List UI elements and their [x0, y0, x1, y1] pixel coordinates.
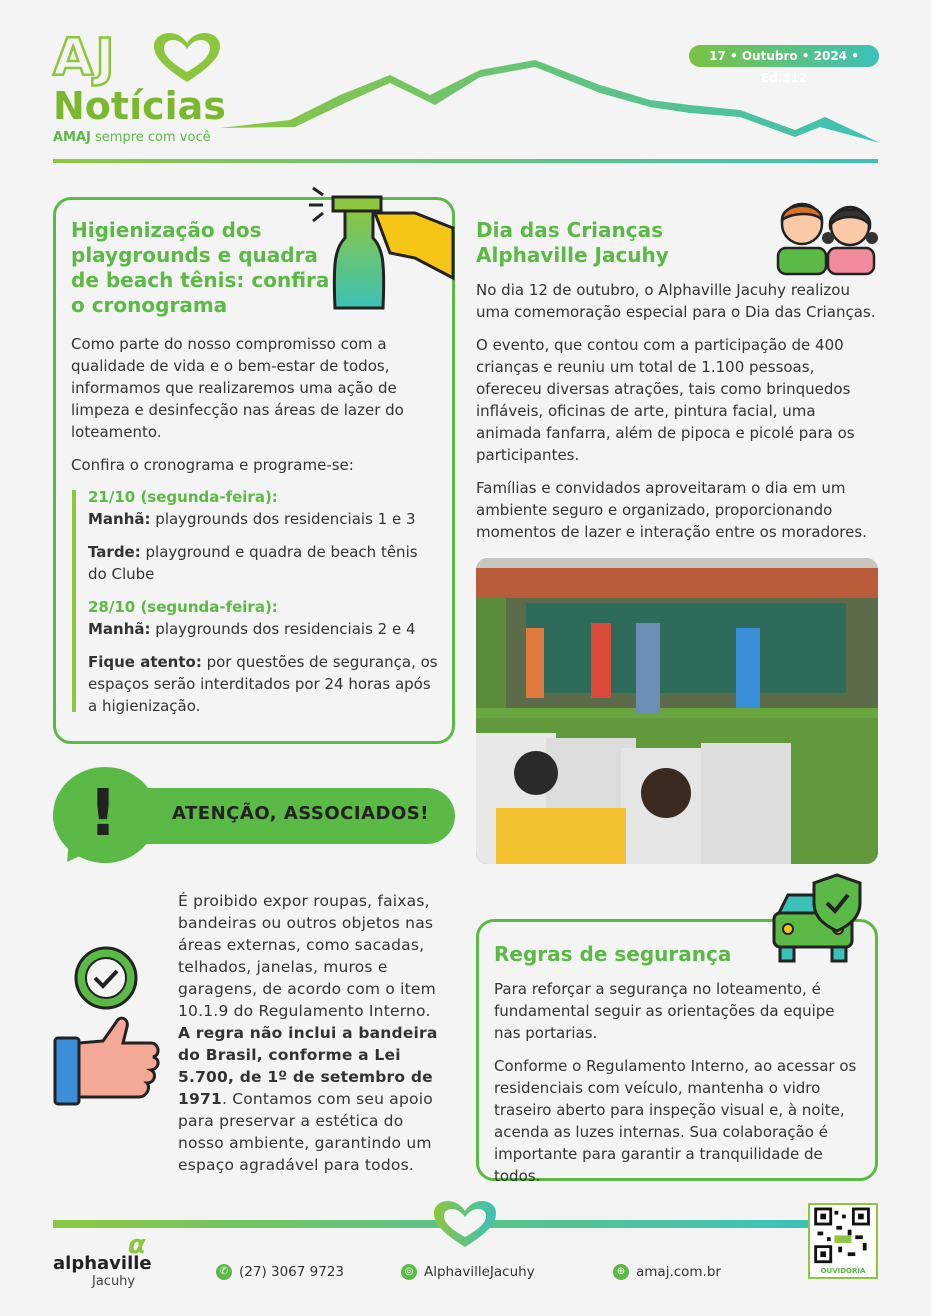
kids-day-text — [476, 279, 876, 543]
kids-paragraph-1: No dia 12 de outubro, o Alphaville Jacuhy realizou uma comemoração especial para o Dia das Crianças. — [476, 281, 876, 321]
brand-name: alphaville — [53, 1253, 152, 1274]
instagram-icon: ◎ — [401, 1264, 417, 1280]
security-paragraph-2: Conforme o Regulamento Interno, ao acessar os residenciais com veículo, mantenha o vidro traseiro aberto para inspeção visual e, à noite, acenda as luzes internas. Sua colaboração é importante para garantir a tranquilidade de todos. — [494, 1057, 857, 1185]
attention-title: ATENÇÃO, ASSOCIADOS! — [172, 803, 429, 824]
logo-heart-icon — [152, 32, 222, 84]
kids-paragraph-3: Famílias e convidados aproveitaram o dia em um ambiente seguro e organizado, proporcionando momentos de lazer e interação entre os moradores. — [476, 479, 867, 541]
schedule-date-2: 28/10 (segunda-feira): — [88, 598, 278, 616]
schedule-bar — [72, 490, 76, 712]
spray-bottle-icon — [305, 183, 455, 313]
schedule-item: Manhã: playgrounds dos residenciais 1 e 3 — [88, 510, 416, 528]
schedule — [88, 486, 438, 717]
children-icon — [772, 196, 880, 276]
phone-icon: ✆ — [216, 1264, 232, 1280]
exclamation-icon: ! — [88, 777, 118, 851]
hygiene-title: Higienização dos playgrounds e quadra de beach tênis: confira o cronograma — [71, 218, 330, 317]
schedule-item: Manhã: playgrounds dos residenciais 2 e 4 — [88, 620, 416, 638]
kids-day-title: Dia das Crianças Alphaville Jacuhy — [476, 218, 669, 267]
security-title: Regras de segurança — [494, 942, 732, 966]
qr-label: OUVIDORIA — [820, 1267, 866, 1275]
tagline: AMAJ sempre com você — [53, 130, 211, 145]
mountains-graphic — [220, 55, 880, 150]
thumbs-up-check-icon — [53, 945, 163, 1110]
security-text — [494, 978, 864, 1187]
kids-event-photo — [476, 558, 878, 864]
hygiene-paragraph-1: Como parte do nosso compromisso com a qualidade de vida e o bem-estar de todos, informamos que realizaremos uma ação de limpeza e desinfecção nas áreas de lazer do loteamento. — [71, 335, 404, 441]
footer-divider-right — [482, 1220, 810, 1228]
header-divider — [53, 159, 878, 163]
logo-noticias: Notícias — [53, 84, 226, 128]
warning-note: Fique atento: por questões de segurança, os espaços serão interditados por 24 horas após a higienização. — [88, 653, 438, 715]
hygiene-paragraph-2: Confira o cronograma e programe-se: — [71, 456, 354, 474]
edition-badge: 17 • Outubro • 2024 • Ed.312 — [689, 45, 879, 67]
contact-phone[interactable]: ✆ (27) 3067 9723 — [216, 1264, 344, 1280]
contact-instagram[interactable]: ◎ AlphavilleJacuhy — [401, 1264, 535, 1280]
schedule-item: Tarde: playground e quadra de beach tênis do Clube — [88, 543, 418, 583]
rules-paragraph: É proibido expor roupas, faixas, bandeiras ou outros objetos nas áreas externas, como sacadas, telhados, janelas, muros e garagens, de acordo com o item 10.1.9 do Regulamento Interno. A regra não inclui a bandeira do Brasil, conforme a Lei 5.700, de 1º de setembro de 1971. Contamos com seu apoio para preservar a estética do nosso ambiente, garantindo um espaço agradável para todos. — [178, 892, 438, 1174]
security-paragraph-1: Para reforçar a segurança no loteamento, é fundamental seguir as orientações da equipe nas portarias. — [494, 980, 835, 1042]
footer-heart-icon — [432, 1200, 498, 1248]
schedule-date-1: 21/10 (segunda-feira): — [88, 488, 278, 506]
alphaville-logo-mark: α — [128, 1230, 146, 1260]
globe-icon: ⊕ — [613, 1264, 629, 1280]
footer-divider-left — [53, 1220, 448, 1228]
brand-subname: Jacuhy — [92, 1274, 136, 1289]
logo-aj: AJ — [53, 28, 117, 88]
contact-website[interactable]: ⊕ amaj.com.br — [613, 1264, 721, 1280]
kids-paragraph-2: O evento, que contou com a participação de 400 crianças e reuniu um total de 1.100 pessoas, ofereceu diversas atrações, tais como brinquedos infláveis, oficinas de arte, pintura facial, uma animada fanfarra, além de pipoca e picolé para os participantes. — [476, 336, 855, 464]
car-shield-icon — [770, 873, 865, 965]
